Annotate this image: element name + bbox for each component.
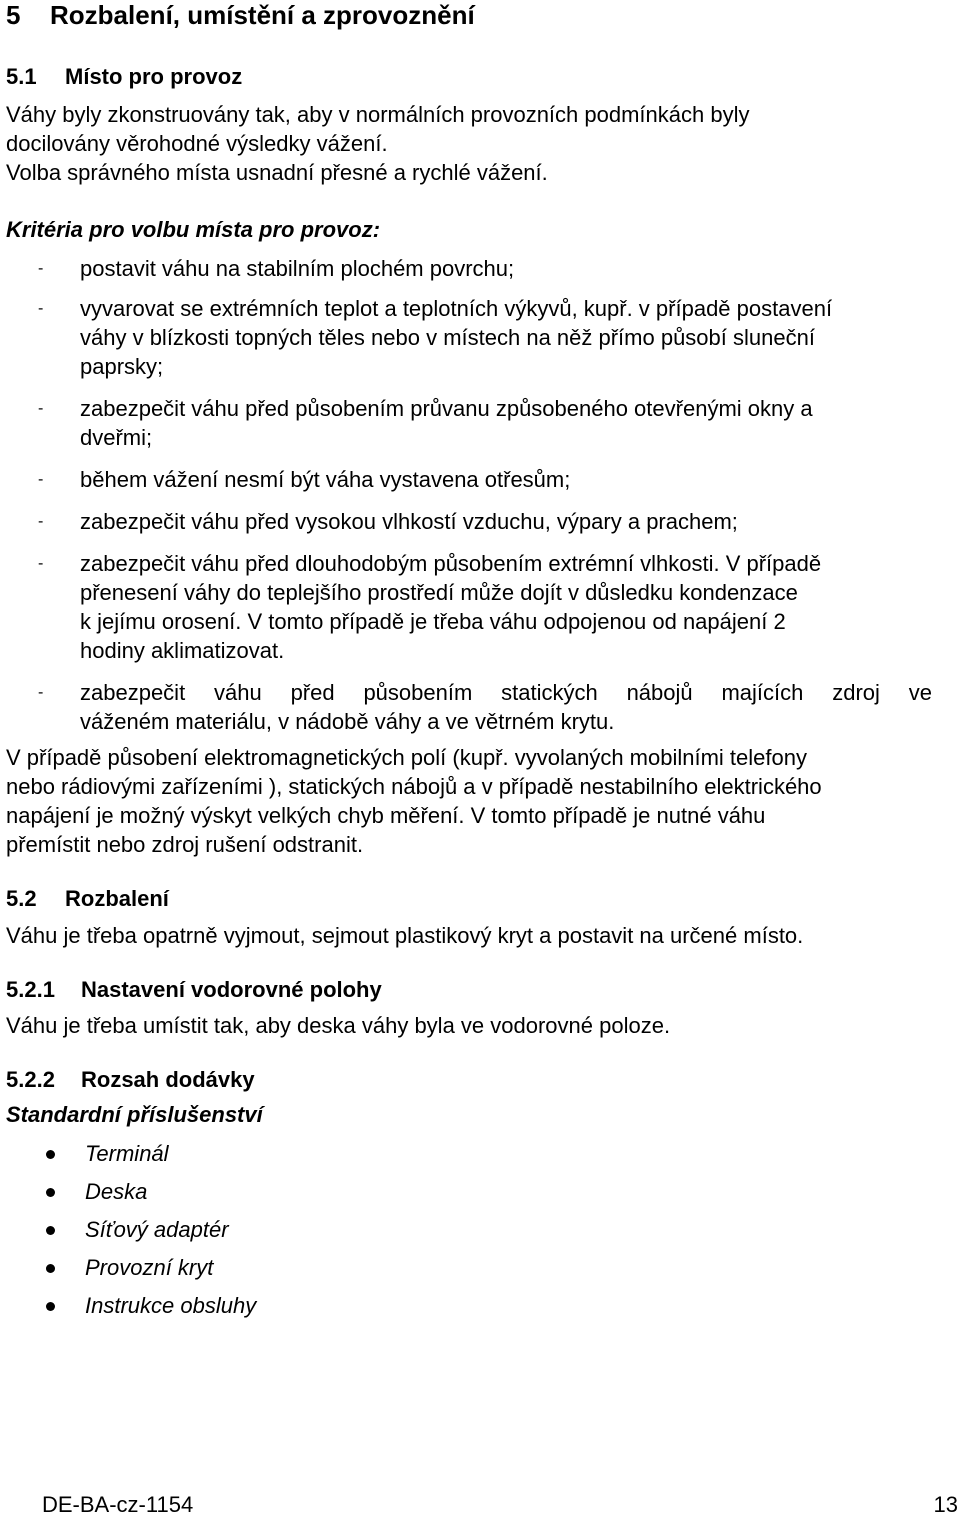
section-title: Rozbalení, umístění a zprovoznění (50, 0, 475, 30)
item-line: zabezpečit váhu před dlouhodobým působením extrémní vlhkosti. V případě (80, 551, 822, 576)
accessory-label: Provozní kryt (85, 1255, 214, 1280)
dash-bullet: - (38, 684, 44, 701)
subsection-title: Místo pro provoz (65, 64, 243, 89)
footer-document-id: DE-BA-cz-1154 (42, 1492, 194, 1517)
standard-accessories-heading: Standardní příslušenství (6, 1102, 263, 1127)
item-line: hodiny aklimatizovat. (80, 638, 285, 663)
item-line: během vážení nesmí být váha vystavena otřesům; (80, 467, 571, 492)
criteria-list-item (0, 254, 960, 283)
subsection-heading-5-2-1 (6, 977, 382, 1003)
dash-bullet: - (38, 513, 44, 530)
criteria-list-item (0, 294, 960, 381)
item-line: vyvarovat se extrémních teplot a teplotních výkyvů, kupř. v případě postavení (80, 296, 833, 321)
item-line: váženém materiálu, v nádobě váhy a ve větrném krytu. (80, 709, 615, 734)
item-line: váhy v blízkosti topných těles nebo v místech na něž přímo působí sluneční (80, 325, 815, 350)
dash-bullet: - (38, 400, 44, 417)
accessory-list-item (0, 1253, 600, 1283)
subsection-number: 5.1 (6, 64, 37, 89)
accessory-list-item (0, 1215, 600, 1245)
paragraph-line: napájení je možný výskyt velkých chyb měření. V tomto případě je nutné váhu (6, 803, 766, 828)
subsection-number: 5.2.1 (6, 977, 55, 1002)
item-line: postavit váhu na stabilním plochém povrchu; (80, 256, 515, 281)
subsection-heading-5-1 (6, 64, 242, 90)
item-line: paprsky; (80, 354, 164, 379)
item-line: zabezpečit váhu před vysokou vlhkostí vzduchu, výpary a prachem; (80, 509, 738, 534)
criteria-item-text (80, 394, 960, 452)
item-line: k jejímu orosení. V tomto případě je třeba váhu odpojenou od napájení 2 (80, 609, 786, 634)
subsection-number: 5.2.2 (6, 1067, 55, 1092)
criteria-list-item (0, 394, 960, 452)
accessory-list-item (0, 1291, 600, 1321)
bullet-icon (46, 1188, 55, 1197)
bullet-icon (46, 1226, 55, 1235)
subsection-heading-5-2-2 (6, 1067, 255, 1093)
section-number: 5 (6, 0, 21, 30)
criteria-list-item (0, 549, 960, 665)
paragraph-line: nebo rádiovými zařízeními ), statických nábojů a v případě nestabilního elektrického (6, 774, 822, 799)
accessory-label: Síťový adaptér (85, 1217, 229, 1242)
section-heading (6, 0, 475, 30)
criteria-list-item (0, 507, 960, 536)
leveling-text: Váhu je třeba umístit tak, aby deska váhy byla ve vodorovné poloze. (6, 1013, 671, 1038)
criteria-item-text (80, 549, 960, 665)
accessory-label: Instrukce obsluhy (85, 1293, 257, 1318)
paragraph-line: V případě působení elektromagnetických polí (kupř. vyvolaných mobilními telefony (6, 745, 807, 770)
criteria-list-item (0, 465, 960, 494)
dash-bullet: - (38, 300, 44, 317)
paragraph-line: přemístit nebo zdroj rušení odstranit. (6, 832, 364, 857)
intro-line-2: docilovány věrohodné výsledky vážení. (6, 131, 388, 156)
criteria-item-text (80, 254, 960, 283)
footer-page-number: 13 (933, 1492, 958, 1517)
subsection-title: Rozsah dodávky (81, 1067, 255, 1092)
bullet-icon (46, 1302, 55, 1311)
accessory-label: Terminál (85, 1141, 169, 1166)
dash-bullet: - (38, 555, 44, 572)
subsection-title: Nastavení vodorovné polohy (81, 977, 382, 1002)
bullet-icon (46, 1150, 55, 1159)
dash-bullet: - (38, 260, 44, 277)
accessory-list-item (0, 1177, 600, 1207)
item-line: zabezpečit váhu před působením průvanu způsobeného otevřenými okny a (80, 396, 813, 421)
subsection-title: Rozbalení (65, 886, 169, 911)
unpacking-text: Váhu je třeba opatrně vyjmout, sejmout plastikový kryt a postavit na určené místo. (6, 923, 804, 948)
dash-bullet: - (38, 471, 44, 488)
intro-line-1: Váhy byly zkonstruovány tak, aby v normálních provozních podmínkách byly (6, 102, 750, 127)
accessory-list-item (0, 1139, 600, 1169)
intro-line-3: Volba správného místa usnadní přesné a rychlé vážení. (6, 160, 548, 185)
criteria-heading: Kritéria pro volbu místa pro provoz: (6, 217, 381, 242)
item-line: dveřmi; (80, 425, 153, 450)
accessory-label: Deska (85, 1179, 148, 1204)
criteria-item-text (80, 507, 960, 536)
criteria-list-item (0, 678, 960, 736)
subsection-number: 5.2 (6, 886, 37, 911)
em-interference-paragraph (6, 743, 946, 859)
criteria-item-text (80, 294, 960, 381)
bullet-icon (46, 1264, 55, 1273)
item-line: přenesení váhy do teplejšího prostředí může dojít v důsledku kondenzace (80, 580, 798, 605)
criteria-item-text (80, 465, 960, 494)
criteria-item-text (80, 678, 932, 736)
item-line: zabezpečit váhu před působením statických nábojů majících zdroj ve (80, 680, 932, 705)
subsection-heading-5-2 (6, 886, 169, 912)
